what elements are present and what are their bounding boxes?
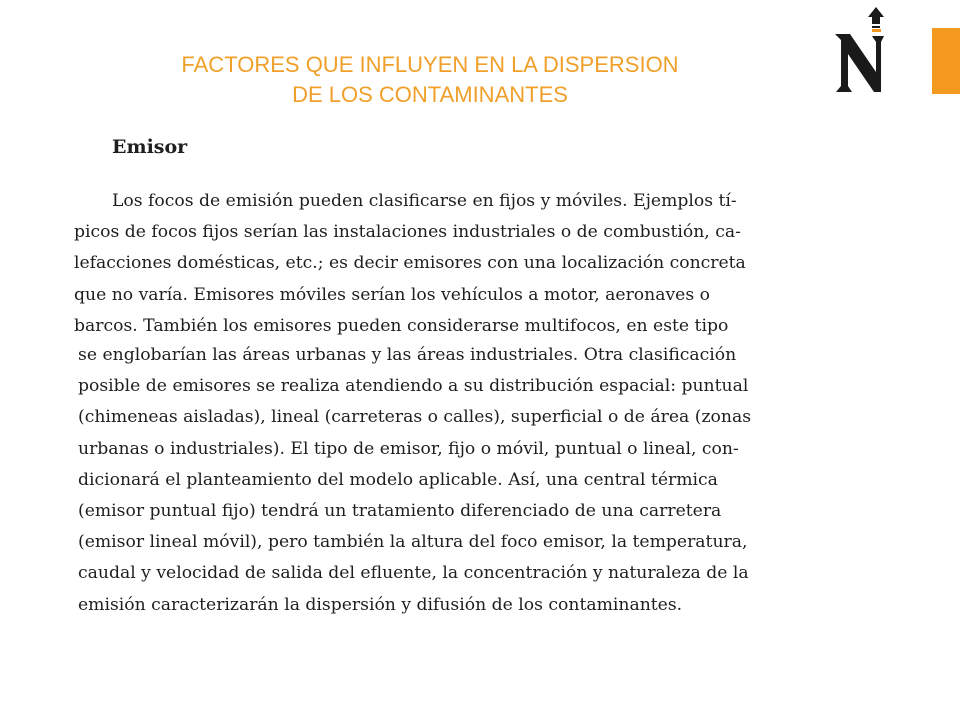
slide-title bbox=[100, 50, 760, 110]
paragraph-a bbox=[74, 186, 848, 342]
accent-bar bbox=[932, 28, 960, 94]
paragraph-b-line: emisión caracterizarán la dispersión y difusión de los contaminantes. bbox=[78, 594, 683, 615]
paragraph-a-line: Los focos de emisión pueden clasificarse en fijos y móviles. Ejemplos tí- bbox=[112, 191, 737, 211]
document-excerpt bbox=[70, 128, 860, 615]
paragraph-a-line: picos de focos fijos serían las instalaciones industriales o de combustión, ca- bbox=[74, 222, 741, 243]
paragraph-b-line: se englobarían las áreas urbanas y las áreas industriales. Otra clasificación bbox=[78, 345, 737, 365]
paragraph-b-line: urbanas o industriales). El tipo de emisor, fijo o móvil, puntual o lineal, con- bbox=[78, 438, 739, 459]
paragraph-b-line: (chimeneas aisladas), lineal (carreteras o calles), superficial o de área (zonas bbox=[78, 407, 752, 428]
paragraph-a-line: que no varía. Emisores móviles serían los vehículos a motor, aeronaves o bbox=[74, 284, 710, 305]
paragraph-b-line: posible de emisores se realiza atendiendo a su distribución espacial: puntual bbox=[78, 376, 749, 397]
paragraph-a-line: lefacciones domésticas, etc.; es decir emisores con una localización concreta bbox=[74, 253, 746, 274]
section-heading: Emisor bbox=[112, 136, 188, 158]
slide-title-line-1: FACTORES QUE INFLUYEN EN LA DISPERSION bbox=[181, 52, 679, 77]
paragraph-b-line: caudal y velocidad de salida del efluente, la concentración y naturaleza de la bbox=[78, 563, 749, 584]
paragraph-b bbox=[78, 340, 852, 621]
paragraph-b-line: dicionará el planteamiento del modelo aplicable. Así, una central térmica bbox=[78, 469, 718, 490]
university-logo-icon bbox=[832, 4, 896, 96]
paragraph-b-line: (emisor puntual fijo) tendrá un tratamiento diferenciado de una carretera bbox=[78, 501, 722, 522]
paragraph-a-line: barcos. También los emisores pueden considerarse multifocos, en este tipo bbox=[74, 315, 729, 336]
paragraph-b-line: (emisor lineal móvil), pero también la altura del foco emisor, la temperatura, bbox=[78, 532, 748, 553]
slide-title-line-2: DE LOS CONTAMINANTES bbox=[292, 82, 568, 107]
